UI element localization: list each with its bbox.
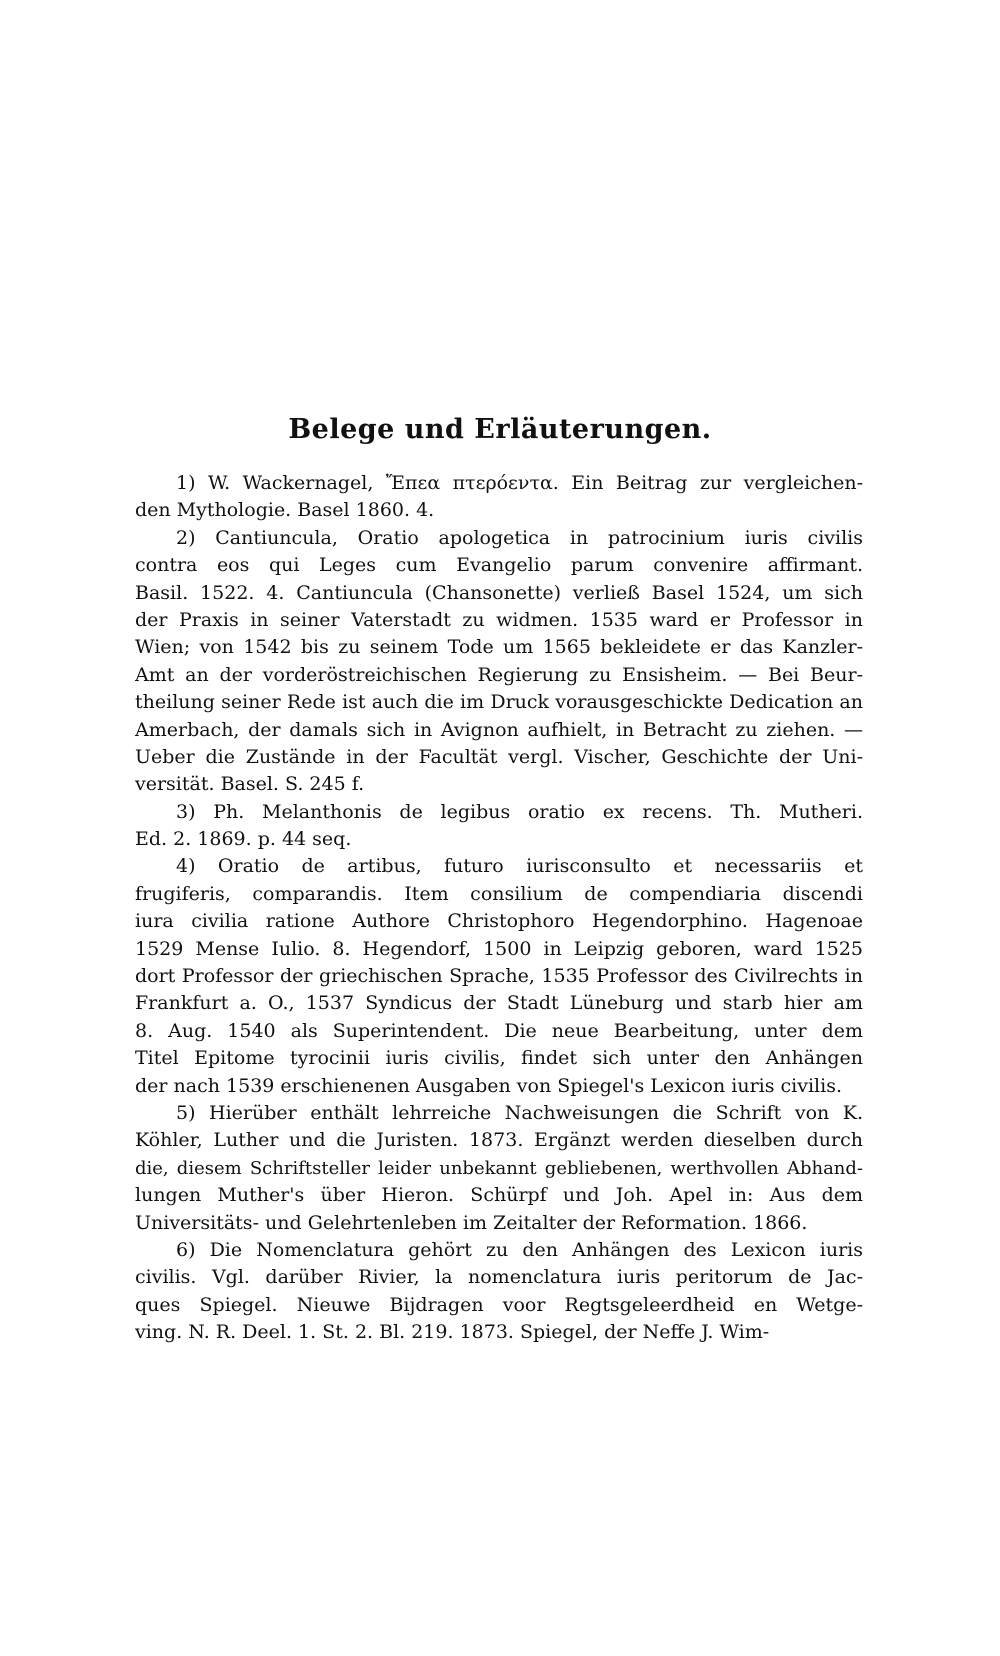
- endnote-line: Titel Epitome tyrocinii iuris civilis, findet sich unter den Anhängen: [135, 1047, 863, 1070]
- endnote-line: versität. Basel. S. 245 f.: [135, 773, 365, 796]
- endnote-line: 3) Ph. Melanthonis de legibus oratio ex recens. Th. Mutheri.: [176, 800, 863, 823]
- endnote-line: theilung seiner Rede ist auch die im Druck vorausgeschickte Dedication an: [135, 691, 863, 714]
- section-heading: Belege und Erläuterungen.: [288, 414, 712, 445]
- endnote-3: [135, 799, 863, 854]
- endnote-line: Frankfurt a. O., 1537 Syndicus der Stadt Lüneburg und starb hier am: [135, 992, 863, 1015]
- endnote-line: Universitäts- und Gelehrtenleben im Zeitalter der Reformation. 1866.: [135, 1211, 808, 1234]
- endnote-line: Ed. 2. 1869. p. 44 seq.: [135, 828, 352, 851]
- endnote-line: 4) Oratio de artibus, futuro iurisconsulto et necessariis et: [176, 855, 863, 878]
- endnote-line: 6) Die Nomenclatura gehört zu den Anhängen des Lexicon iuris: [176, 1238, 863, 1261]
- endnote-2: [135, 525, 863, 799]
- endnote-line: ques Spiegel. Nieuwe Bijdragen voor Regtsgeleerdheid en Wetge-: [135, 1293, 863, 1316]
- endnote-line: die, diesem Schriftsteller leider unbekannt gebliebenen, werthvollen Abhand-: [135, 1157, 863, 1179]
- endnote-line: frugiferis, comparandis. Item consilium de compendiaria discendi: [135, 882, 863, 905]
- endnote-line: civilis. Vgl. darüber Rivier, la nomenclatura iuris peritorum de Jac-: [135, 1266, 863, 1289]
- endnote-line: Basil. 1522. 4. Cantiuncula (Chansonette) verließ Basel 1524, um sich: [135, 581, 863, 604]
- endnote-line: lungen Muther's über Hieron. Schürpf und Joh. Apel in: Aus dem: [135, 1184, 863, 1207]
- endnote-line: Amt an der vorderöstreichischen Regierung zu Ensisheim. — Bei Beur-: [135, 663, 863, 686]
- endnote-line: iura civilia ratione Authore Christophoro Hegendorphino. Hagenoae: [135, 910, 863, 933]
- endnote-line: Köhler, Luther und die Juristen. 1873. Ergänzt werden dieselben durch: [135, 1129, 863, 1152]
- endnote-line: der nach 1539 erschienenen Ausgaben von Spiegel's Lexicon iuris civilis.: [135, 1074, 842, 1097]
- endnote-line: contra eos qui Leges cum Evangelio parum convenire affirmant.: [135, 554, 863, 577]
- endnote-line: 2) Cantiuncula, Oratio apologetica in patrocinium iuris civilis: [176, 526, 863, 549]
- endnote-line: 1529 Mense Iulio. 8. Hegendorf, 1500 in Leipzig geboren, ward 1525: [135, 937, 863, 960]
- endnote-line: 8. Aug. 1540 als Superintendent. Die neue Bearbeitung, unter dem: [135, 1019, 863, 1042]
- endnote-4: [135, 853, 863, 1100]
- endnote-line: ving. N. R. Deel. 1. St. 2. Bl. 219. 1873. Spiegel, der Neffe J. Wim-: [135, 1321, 770, 1344]
- endnote-line: 5) Hierüber enthält lehrreiche Nachweisungen die Schrift von K.: [176, 1101, 863, 1124]
- endnote-6: [135, 1237, 863, 1347]
- endnotes-list: [135, 470, 863, 1347]
- endnote-line: Amerbach, der damals sich in Avignon aufhielt, in Betracht zu ziehen. —: [135, 718, 863, 741]
- endnote-line: dort Professor der griechischen Sprache, 1535 Professor des Civilrechts in: [135, 965, 863, 988]
- endnote-5: [135, 1100, 863, 1237]
- endnote-line: der Praxis in seiner Vaterstadt zu widmen. 1535 ward er Professor in: [135, 608, 863, 631]
- endnote-line: Wien; von 1542 bis zu seinem Tode um 1565 bekleidete er das Kanzler-: [135, 636, 863, 659]
- endnote-line: Ueber die Zustände in der Facultät vergl. Vischer, Geschichte der Uni-: [135, 745, 863, 768]
- endnote-line: 1) W. Wackernagel, Ἔπεα πτερόεντα. Ein Beitrag zur vergleichen-: [176, 472, 863, 494]
- endnote-1: [135, 470, 863, 525]
- endnote-line: den Mythologie. Basel 1860. 4.: [135, 499, 435, 522]
